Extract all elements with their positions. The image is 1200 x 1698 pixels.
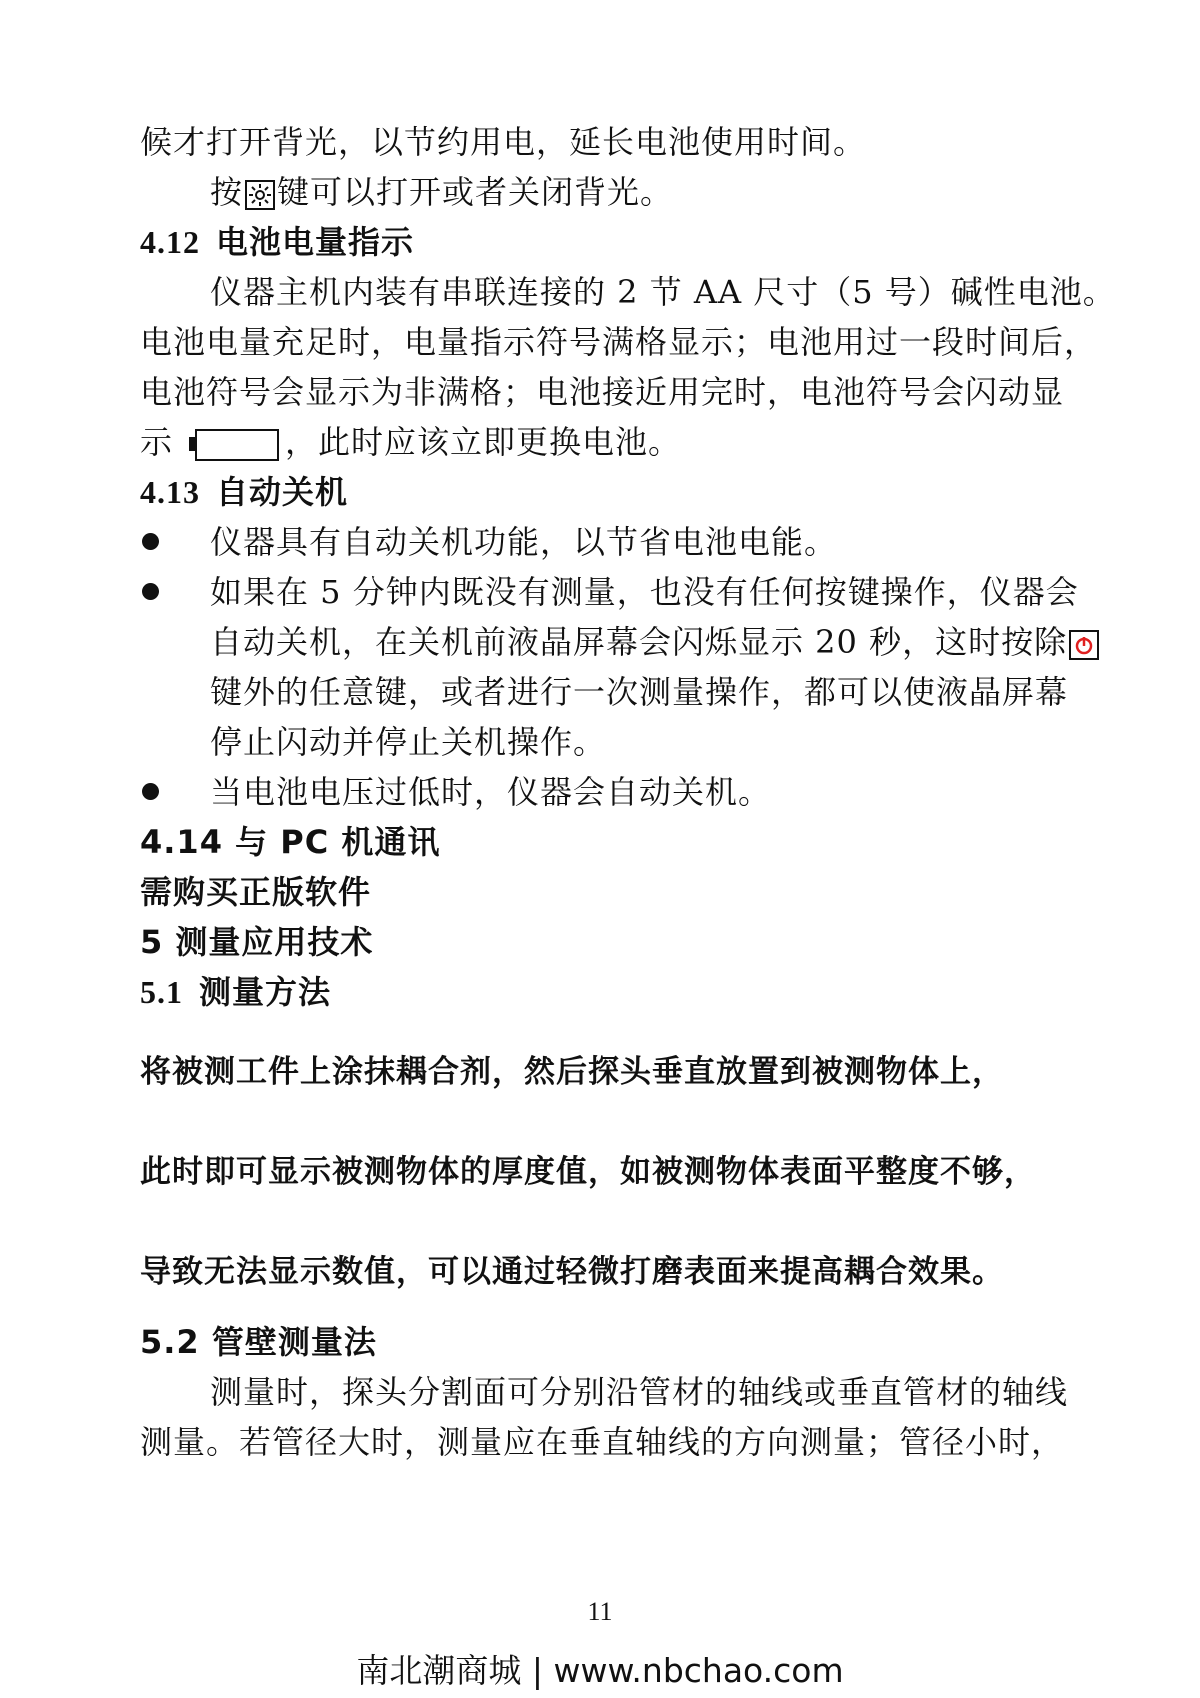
bullet-icon bbox=[142, 583, 159, 600]
text-fragment: 示 bbox=[140, 423, 174, 461]
bullet-item: 仪器具有自动关机功能，以节省电池电能。 bbox=[210, 523, 838, 561]
text-fragment: ，此时应该立即更换电池。 bbox=[285, 423, 682, 461]
section-heading-5: 5 测量应用技术 bbox=[140, 923, 374, 961]
text-fragment: 键可以打开或者关闭背光。 bbox=[277, 173, 674, 211]
section-heading-4-13 bbox=[140, 472, 348, 512]
paragraph-line: 电池符号会显示为非满格；电池接近用完时，电池符号会闪动显 bbox=[140, 373, 1065, 411]
paragraph-line-bold: 将被测工件上涂抹耦合剂，然后探头垂直放置到被测物体上， bbox=[140, 1054, 1004, 1090]
section-heading-5-1 bbox=[140, 972, 331, 1012]
section-number: 4.13 bbox=[140, 474, 200, 510]
section-number: 4.12 bbox=[140, 224, 200, 260]
paragraph-line: 仪器主机内装有串联连接的 2 节 AA 尺寸（5 号）碱性电池。 bbox=[210, 273, 1116, 311]
power-key-icon bbox=[1069, 630, 1099, 660]
section-title: 测量方法 bbox=[199, 973, 332, 1011]
section-heading-5-2: 5.2 管壁测量法 bbox=[140, 1323, 377, 1361]
backlight-key-icon bbox=[245, 180, 275, 210]
section-title: 自动关机 bbox=[216, 473, 349, 511]
bullet-item-line: 停止闪动并停止关机操作。 bbox=[210, 723, 607, 761]
paragraph-line-bold: 此时即可显示被测物体的厚度值，如被测物体表面平整度不够， bbox=[140, 1154, 1036, 1190]
paragraph-line bbox=[210, 172, 673, 212]
paragraph-line bbox=[140, 422, 681, 462]
paragraph-line: 电池电量充足时，电量指示符号满格显示；电池用过一段时间后， bbox=[140, 323, 1098, 361]
paragraph-line: 候才打开背光，以节约用电，延长电池使用时间。 bbox=[140, 123, 867, 161]
page-number: 11 bbox=[587, 1597, 613, 1626]
text-fragment: 自动关机，在关机前液晶屏幕会闪烁显示 20 秒，这时按除 bbox=[210, 623, 1068, 661]
footer-watermark: 南北潮商城 | www.nbchao.com bbox=[356, 1651, 844, 1690]
bullet-item: 当电池电压过低时，仪器会自动关机。 bbox=[210, 773, 772, 811]
bullet-item-line: 键外的任意键，或者进行一次测量操作，都可以使液晶屏幕 bbox=[210, 673, 1069, 711]
battery-empty-icon bbox=[189, 429, 281, 461]
paragraph-line: 测量。若管径大时，测量应在垂直轴线的方向测量；管径小时， bbox=[140, 1423, 1065, 1461]
paragraph-line: 测量时，探头分割面可分别沿管材的轴线或垂直管材的轴线 bbox=[210, 1373, 1069, 1411]
section-heading-4-12 bbox=[140, 222, 414, 262]
text-fragment: 按 bbox=[210, 173, 244, 211]
bullet-icon bbox=[142, 533, 159, 550]
paragraph-line-bold: 导致无法显示数值，可以通过轻微打磨表面来提高耦合效果。 bbox=[140, 1254, 1004, 1290]
section-title: 电池电量指示 bbox=[216, 223, 415, 261]
section-number: 5.1 bbox=[140, 974, 183, 1010]
bullet-item-line bbox=[210, 622, 1101, 662]
section-heading-4-14: 4.14 与 PC 机通讯 bbox=[140, 823, 441, 861]
bullet-item: 如果在 5 分钟内既没有测量，也没有任何按键操作，仪器会 bbox=[210, 573, 1079, 611]
bullet-icon bbox=[142, 783, 159, 800]
paragraph-bold: 需购买正版软件 bbox=[140, 873, 372, 911]
